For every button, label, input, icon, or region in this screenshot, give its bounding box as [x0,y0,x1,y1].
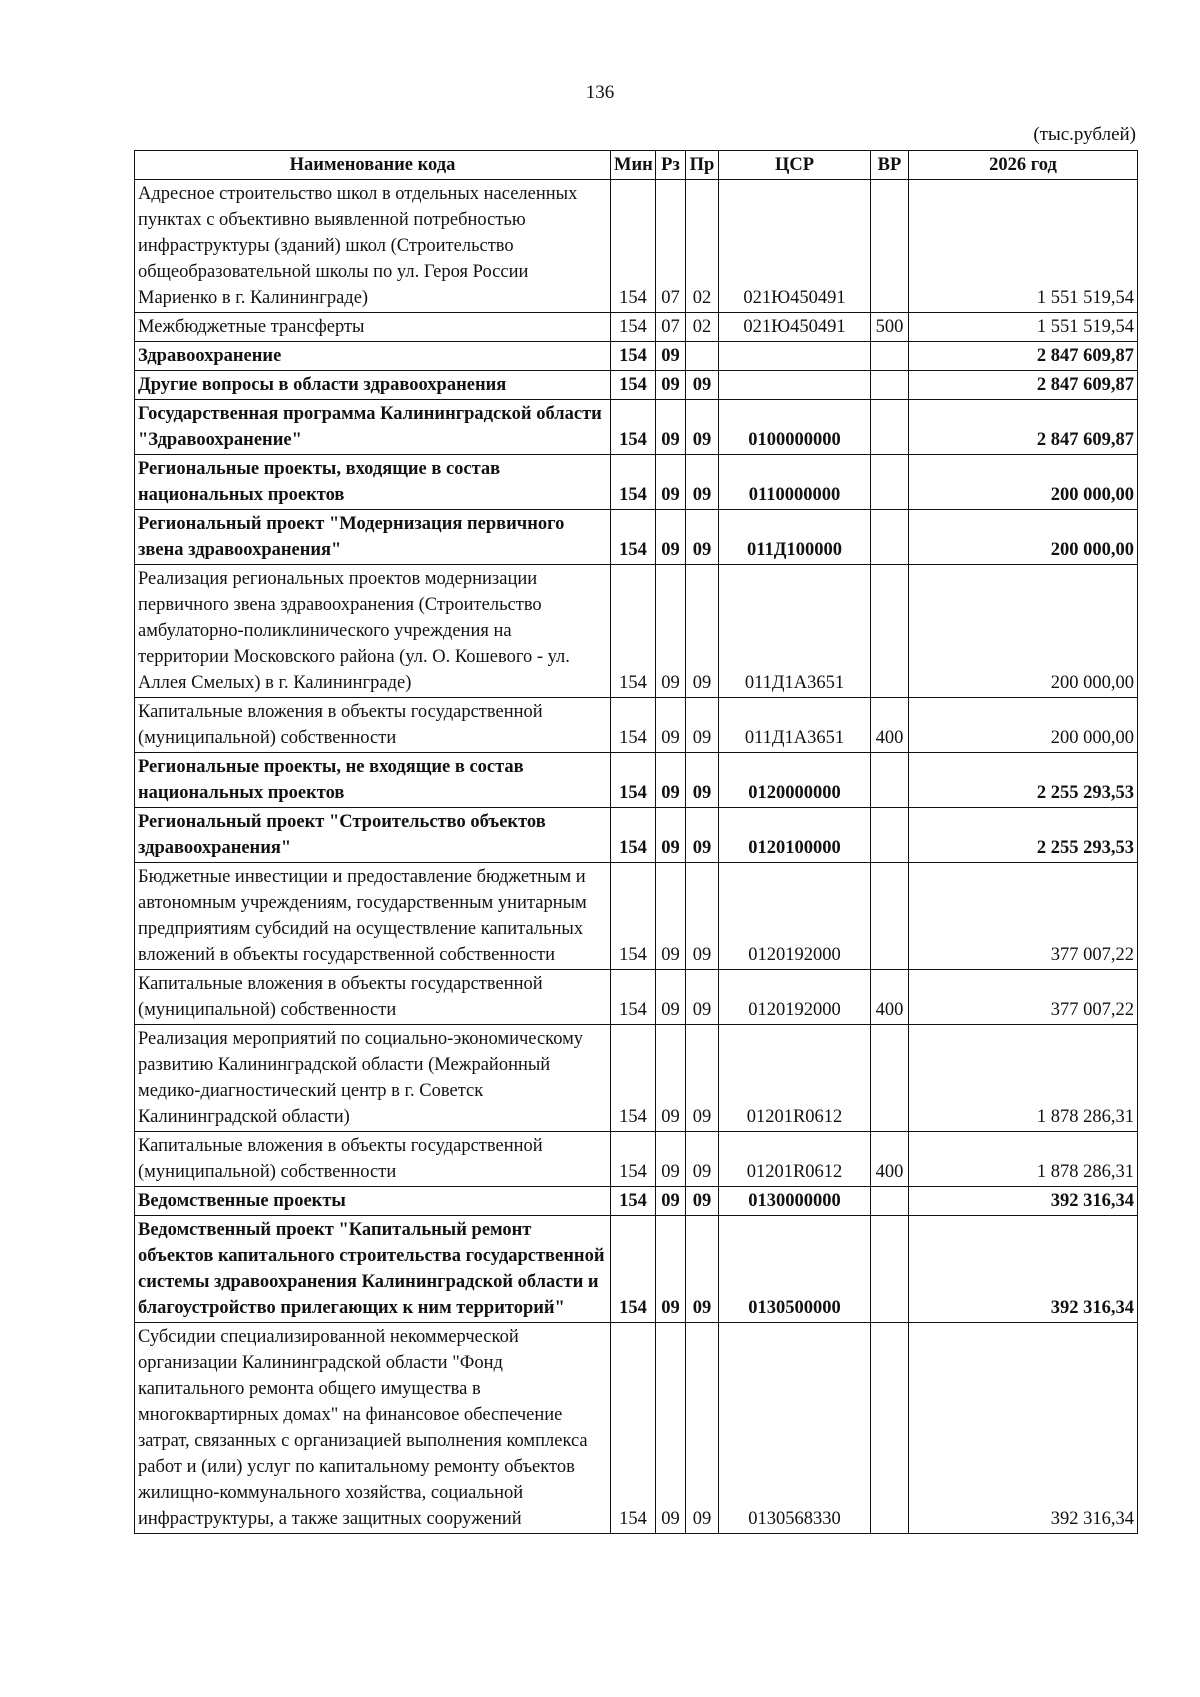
row-pr [686,342,719,371]
row-pr: 09 [686,863,719,970]
table-row [135,808,1138,863]
row-min: 154 [611,1323,656,1534]
row-rz: 09 [656,1216,686,1323]
table-row [135,753,1138,808]
row-csr: 0130500000 [719,1216,871,1323]
row-pr: 09 [686,371,719,400]
row-sum: 1 878 286,31 [909,1025,1138,1132]
row-vr [871,510,909,565]
row-csr: 021Ю450491 [719,180,871,313]
row-min: 154 [611,1132,656,1187]
row-name: Здравоохранение [135,342,611,371]
row-csr: 011Д1А3651 [719,698,871,753]
row-csr: 011Д100000 [719,510,871,565]
row-vr [871,455,909,510]
row-pr: 09 [686,808,719,863]
row-vr [871,180,909,313]
row-rz: 07 [656,180,686,313]
row-name: Ведомственный проект "Капитальный ремонт объектов капитального строительства государственной системы здравоохранения Калининградской области и благоустройство прилегающих к ним территорий" [135,1216,611,1323]
row-min: 154 [611,313,656,342]
row-pr: 09 [686,1187,719,1216]
row-sum: 1 878 286,31 [909,1132,1138,1187]
row-sum: 392 316,34 [909,1323,1138,1534]
row-rz: 09 [656,455,686,510]
row-min: 154 [611,342,656,371]
row-vr [871,1187,909,1216]
row-sum: 377 007,22 [909,863,1138,970]
table-row [135,1025,1138,1132]
table-row [135,342,1138,371]
row-vr [871,371,909,400]
row-name: Бюджетные инвестиции и предоставление бюджетным и автономным учреждениям, государственным унитарным предприятиям субсидий на осуществление капитальных вложений в объекты государственной собственности [135,863,611,970]
header-rz: Рз [656,151,686,180]
header-year: 2026 год [909,151,1138,180]
row-sum: 392 316,34 [909,1216,1138,1323]
row-name: Реализация мероприятий по социально-экономическому развитию Калининградской области (Межрайонный медико-диагностический центр в г. Советск Калининградской области) [135,1025,611,1132]
row-pr: 09 [686,1025,719,1132]
row-sum: 2 847 609,87 [909,342,1138,371]
row-vr: 400 [871,698,909,753]
row-sum: 2 847 609,87 [909,371,1138,400]
row-sum: 200 000,00 [909,510,1138,565]
table-row [135,180,1138,313]
row-name: Капитальные вложения в объекты государственной (муниципальной) собственности [135,698,611,753]
row-sum: 200 000,00 [909,565,1138,698]
row-sum: 200 000,00 [909,698,1138,753]
row-rz: 09 [656,342,686,371]
row-sum: 1 551 519,54 [909,313,1138,342]
row-sum: 1 551 519,54 [909,180,1138,313]
row-csr: 0120192000 [719,863,871,970]
row-pr: 02 [686,313,719,342]
row-csr: 01201R0612 [719,1132,871,1187]
row-vr [871,753,909,808]
row-vr [871,1323,909,1534]
row-pr: 09 [686,753,719,808]
row-csr: 0130000000 [719,1187,871,1216]
row-name: Региональный проект "Строительство объектов здравоохранения" [135,808,611,863]
row-vr [871,808,909,863]
row-pr: 09 [686,698,719,753]
row-rz: 07 [656,313,686,342]
row-vr: 400 [871,1132,909,1187]
row-rz: 09 [656,970,686,1025]
table-row [135,371,1138,400]
row-pr: 09 [686,970,719,1025]
table-row [135,863,1138,970]
row-vr [871,400,909,455]
row-csr: 0130568330 [719,1323,871,1534]
row-rz: 09 [656,510,686,565]
row-rz: 09 [656,863,686,970]
header-vr: ВР [871,151,909,180]
row-name: Ведомственные проекты [135,1187,611,1216]
row-sum: 377 007,22 [909,970,1138,1025]
row-pr: 02 [686,180,719,313]
row-rz: 09 [656,1132,686,1187]
row-pr: 09 [686,1216,719,1323]
row-rz: 09 [656,1323,686,1534]
row-min: 154 [611,1187,656,1216]
row-name: Межбюджетные трансферты [135,313,611,342]
row-csr [719,371,871,400]
page-number: 136 [585,82,615,103]
header-min: Мин [611,151,656,180]
row-min: 154 [611,970,656,1025]
row-csr: 0120000000 [719,753,871,808]
row-min: 154 [611,1025,656,1132]
row-name: Субсидии специализированной некоммерческой организации Калининградской области "Фонд капитального ремонта общего имущества в многоквартирных домах" на финансовое обеспечение затрат, связанных с организацией выполнения комплекса работ и (или) услуг по капитальному ремонту объектов жилищно-коммунального хозяйства, социальной инфраструктуры, а также защитных сооружений [135,1323,611,1534]
row-vr [871,1216,909,1323]
row-vr: 400 [871,970,909,1025]
table-row [135,510,1138,565]
row-sum: 2 255 293,53 [909,753,1138,808]
row-rz: 09 [656,698,686,753]
row-min: 154 [611,698,656,753]
units-label: (тыс.рублей) [1033,124,1136,145]
row-csr: 0120192000 [719,970,871,1025]
row-min: 154 [611,1216,656,1323]
row-pr: 09 [686,1323,719,1534]
row-pr: 09 [686,400,719,455]
row-min: 154 [611,565,656,698]
row-sum: 392 316,34 [909,1187,1138,1216]
header-row [135,151,1138,180]
row-pr: 09 [686,510,719,565]
row-csr: 0110000000 [719,455,871,510]
row-pr: 09 [686,455,719,510]
table-row [135,455,1138,510]
row-rz: 09 [656,808,686,863]
row-name: Капитальные вложения в объекты государственной (муниципальной) собственности [135,1132,611,1187]
row-rz: 09 [656,753,686,808]
row-min: 154 [611,455,656,510]
row-name: Региональные проекты, входящие в состав национальных проектов [135,455,611,510]
row-vr: 500 [871,313,909,342]
budget-table [134,150,1138,1534]
row-sum: 200 000,00 [909,455,1138,510]
row-csr [719,342,871,371]
row-csr: 011Д1А3651 [719,565,871,698]
row-min: 154 [611,400,656,455]
row-min: 154 [611,510,656,565]
table-row [135,565,1138,698]
row-rz: 09 [656,371,686,400]
row-min: 154 [611,371,656,400]
row-vr [871,565,909,698]
row-min: 154 [611,808,656,863]
row-pr: 09 [686,1132,719,1187]
row-name: Реализация региональных проектов модернизации первичного звена здравоохранения (Строительство амбулаторно-поликлинического учреждения на территории Московского района (ул. О. Кошевого - ул. Аллея Смелых) в г. Калининграде) [135,565,611,698]
row-name: Адресное строительство школ в отдельных населенных пунктах с объективно выявленной потребностью инфраструктуры (зданий) школ (Строительство общеобразовательной школы по ул. Героя России Мариенко в г. Калининграде) [135,180,611,313]
header-name: Наименование кода [135,151,611,180]
row-rz: 09 [656,565,686,698]
row-min: 154 [611,753,656,808]
row-sum: 2 255 293,53 [909,808,1138,863]
table-row [135,698,1138,753]
row-name: Региональные проекты, не входящие в состав национальных проектов [135,753,611,808]
table-row [135,970,1138,1025]
row-vr [871,342,909,371]
row-pr: 09 [686,565,719,698]
table-row [135,313,1138,342]
row-csr: 021Ю450491 [719,313,871,342]
table-row [135,1323,1138,1534]
row-rz: 09 [656,1025,686,1132]
row-name: Государственная программа Калининградской области "Здравоохранение" [135,400,611,455]
row-rz: 09 [656,1187,686,1216]
row-vr [871,1025,909,1132]
row-name: Другие вопросы в области здравоохранения [135,371,611,400]
header-csr: ЦСР [719,151,871,180]
row-csr: 0100000000 [719,400,871,455]
table-row [135,1216,1138,1323]
row-name: Региональный проект "Модернизация первичного звена здравоохранения" [135,510,611,565]
table-row [135,400,1138,455]
row-rz: 09 [656,400,686,455]
row-min: 154 [611,863,656,970]
header-pr: Пр [686,151,719,180]
table-row [135,1187,1138,1216]
table-row [135,1132,1138,1187]
row-csr: 01201R0612 [719,1025,871,1132]
row-min: 154 [611,180,656,313]
row-sum: 2 847 609,87 [909,400,1138,455]
row-name: Капитальные вложения в объекты государственной (муниципальной) собственности [135,970,611,1025]
row-csr: 0120100000 [719,808,871,863]
row-vr [871,863,909,970]
